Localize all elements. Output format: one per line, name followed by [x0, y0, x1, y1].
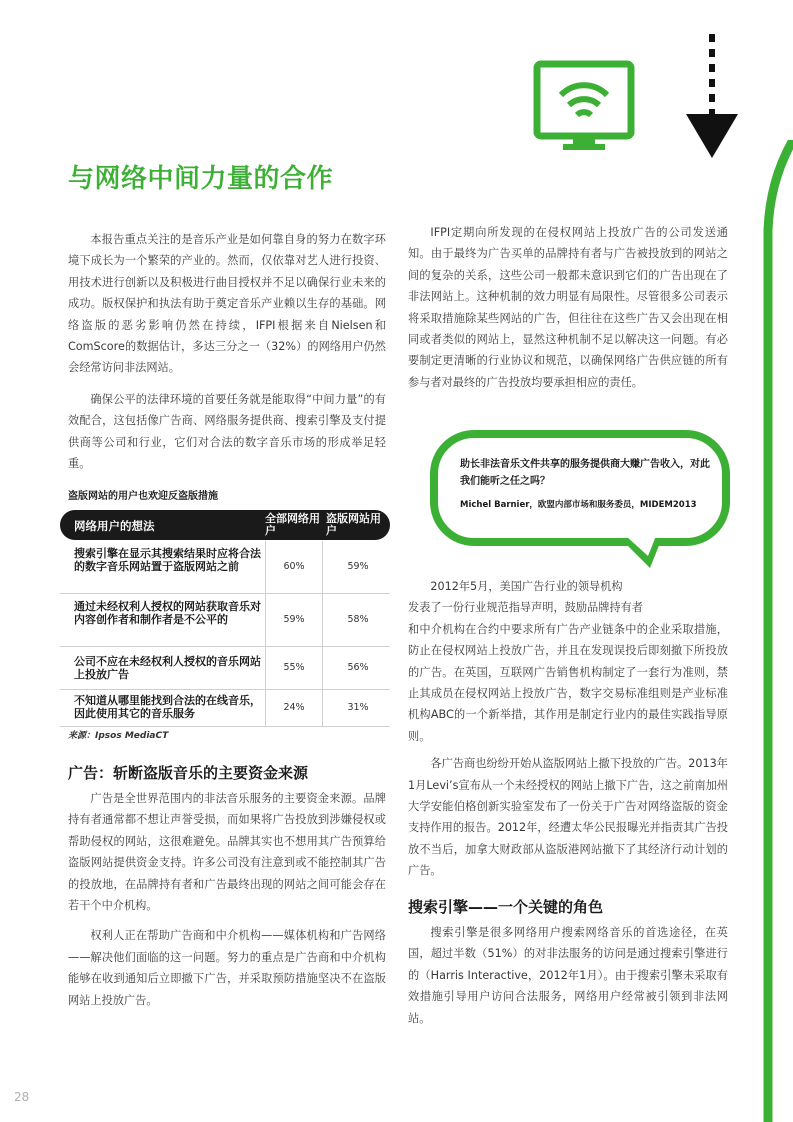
intro-paragraph: 本报告重点关注的是音乐产业是如何靠自身的努力在数字环境下成长为一个繁荣的产业的。然而，仅依靠对艺人进行投资、用技术进行创新以及积极进行曲目授权并不足以确保行业未来的成功。版权保护和执法有助于奠定音乐产业赖以生存的基础。网络盗版的恶劣影响仍然在持续，IFPI根据来自Nielsen和ComScore的数据估计，多达三分之一（32%）的网络用户仍然会经常访问非法网站。 — [68, 233, 386, 375]
right-column-top — [408, 222, 728, 393]
table-title: 盗版网站的用户也欢迎反盗版措施 — [68, 491, 218, 502]
table-row — [60, 594, 390, 647]
table-cell-label: 通过未经权利人授权的网站获取音乐对内容创作者和制作者是不公平的 — [74, 600, 261, 626]
table-cell-all: 59% — [265, 594, 323, 646]
table-header-cell: 全部网络用户 — [265, 512, 320, 537]
table-row — [60, 647, 390, 690]
dashed-arrow-down-icon — [684, 32, 740, 160]
right-column-middle — [408, 576, 728, 882]
page-title: 与网络中间力量的合作 — [68, 164, 334, 194]
right-paragraph: 发表了一份行业规范指导声明，鼓励品牌持有者 — [408, 601, 643, 615]
right-paragraph: 2012年5月，美国广告行业的领导机构 — [430, 580, 623, 593]
section-heading-advertising: 广告：斩断盗版音乐的主要资金来源 — [68, 764, 309, 782]
search-paragraph: 搜索引擎是很多网络用户搜索网络音乐的首选途径，在英国，超过半数（51%）的对非法服务的访问是通过搜索引擎进行的（Harris Interactive，2012年1月）。由于搜索引擎未采取有效措施引导用户访问合法服务，网络用户经常被引领到非法网站。 — [408, 926, 728, 1025]
page-number: 28 — [14, 1090, 30, 1104]
table-cell-label: 公司不应在未经权利人授权的音乐网站上投放广告 — [74, 655, 261, 681]
table-cell-pirate: 58% — [347, 614, 369, 625]
green-curve-decoration — [740, 140, 793, 1122]
table-row — [60, 690, 390, 727]
table-cell-label: 不知道从哪里能找到合法的在线音乐，因此使用其它的音乐服务 — [74, 694, 261, 720]
table-header — [60, 510, 390, 540]
right-paragraph: 和中介机构在合约中要求所有广告产业链条中的企业采取措施，防止在侵权网站上投放广告，并且在发现误投后即刻撤下所投放的广告。在英国，互联网广告销售机构制定了一套行为准则，禁止其成员在侵权网站上投放广告，数字交易标准组则是产业标准机构ABC的一个新举措，其作用是制定行业内的最佳实践指导原则。 — [408, 622, 728, 743]
table-source: 来源：Ipsos MediaCT — [68, 731, 169, 741]
table-cell-pirate: 59% — [347, 561, 369, 572]
table-cell-all: 55% — [265, 647, 323, 689]
wifi-monitor-icon — [533, 60, 635, 152]
intro-paragraph: 确保公平的法律环境的首要任务就是能取得“中间力量”的有效配合，这包括像广告商、网络服务提供商、搜索引擎及支付提供商等公司和行业，它们对合法的数字音乐市场的形成举足轻重。 — [68, 392, 386, 471]
advertising-text — [68, 788, 386, 1011]
quote-author: Michel Barnier，欧盟内部市场和服务委员，MIDEM2013 — [460, 500, 697, 510]
table-row — [60, 541, 390, 594]
intro-text — [68, 229, 386, 474]
table-cell-pirate: 56% — [347, 662, 369, 673]
advertising-paragraph: 广告是全世界范围内的非法音乐服务的主要资金来源。品牌持有者通常都不想让声誉受损，而如果将广告投放到涉嫌侵权或帮助侵权的网站，这很难避免。品牌其实也不想用其广告预算给盗版网站提供资金支持。许多公司没有注意到或不能控制其广告的投放地，在品牌持有者和广告最终出现的网站之间可能会存在若干个中介机构。 — [68, 792, 386, 913]
table-cell-label: 搜索引擎在显示其搜索结果时应将合法的数字音乐网站置于盗版网站之前 — [74, 547, 261, 573]
table-cell-pirate: 31% — [347, 702, 369, 713]
advertising-paragraph: 权利人正在帮助广告商和中介机构——媒体机构和广告网络——解决他们面临的这一问题。努力的重点是广告商和中介机构能够在收到通知后立即撤下广告，并采取预防措施坚决不在盗版网站上投放广告。 — [68, 929, 386, 1007]
table-header-cell: 盗版网站用户 — [326, 512, 381, 537]
section-heading-search: 搜索引擎——一个关键的角色 — [408, 898, 604, 916]
table-cell-all: 60% — [265, 541, 323, 593]
search-text — [408, 922, 728, 1029]
table-cell-all: 24% — [265, 690, 323, 726]
right-paragraph: 各广告商也纷纷开始从盗版网站上撤下投放的广告。2013年1月Levi’s宣布从一个未经授权的网站上撤下广告，这之前南加州大学安能伯格创新实验室发布了一份关于广告对网络盗版的资金支持作用的报告。2012年，经遭太华公民报曝光并指责其广告投放不当后，加拿大财政部从盗版港网站撤下了其经济行动计划的广告。 — [408, 757, 728, 878]
right-paragraph: IFPI定期向所发现的在侵权网站上投放广告的公司发送通知。由于最终为广告买单的品牌持有者与广告被投放到的网站之间的复杂的关系，这些公司一般都未意识到它们的广告出现在了非法网站上。这种机制的效力明显有局限性。尽管很多公司表示将采取措施除某些网站的广告，但往往在这些广告又会出现在相同或者类似的网站上，显然这种机制不足以解决这一问题。有必要制定更清晰的行业协议和规范，以确保网络广告供应链的所有参与者对最终的广告投放均要承担相应的责任。 — [408, 226, 728, 389]
quote-text: 助长非法音乐文件共享的服务提供商大赚广告收入，对此我们能听之任之吗？ — [460, 459, 710, 487]
table-header-cell: 网络用户的想法 — [74, 519, 155, 533]
